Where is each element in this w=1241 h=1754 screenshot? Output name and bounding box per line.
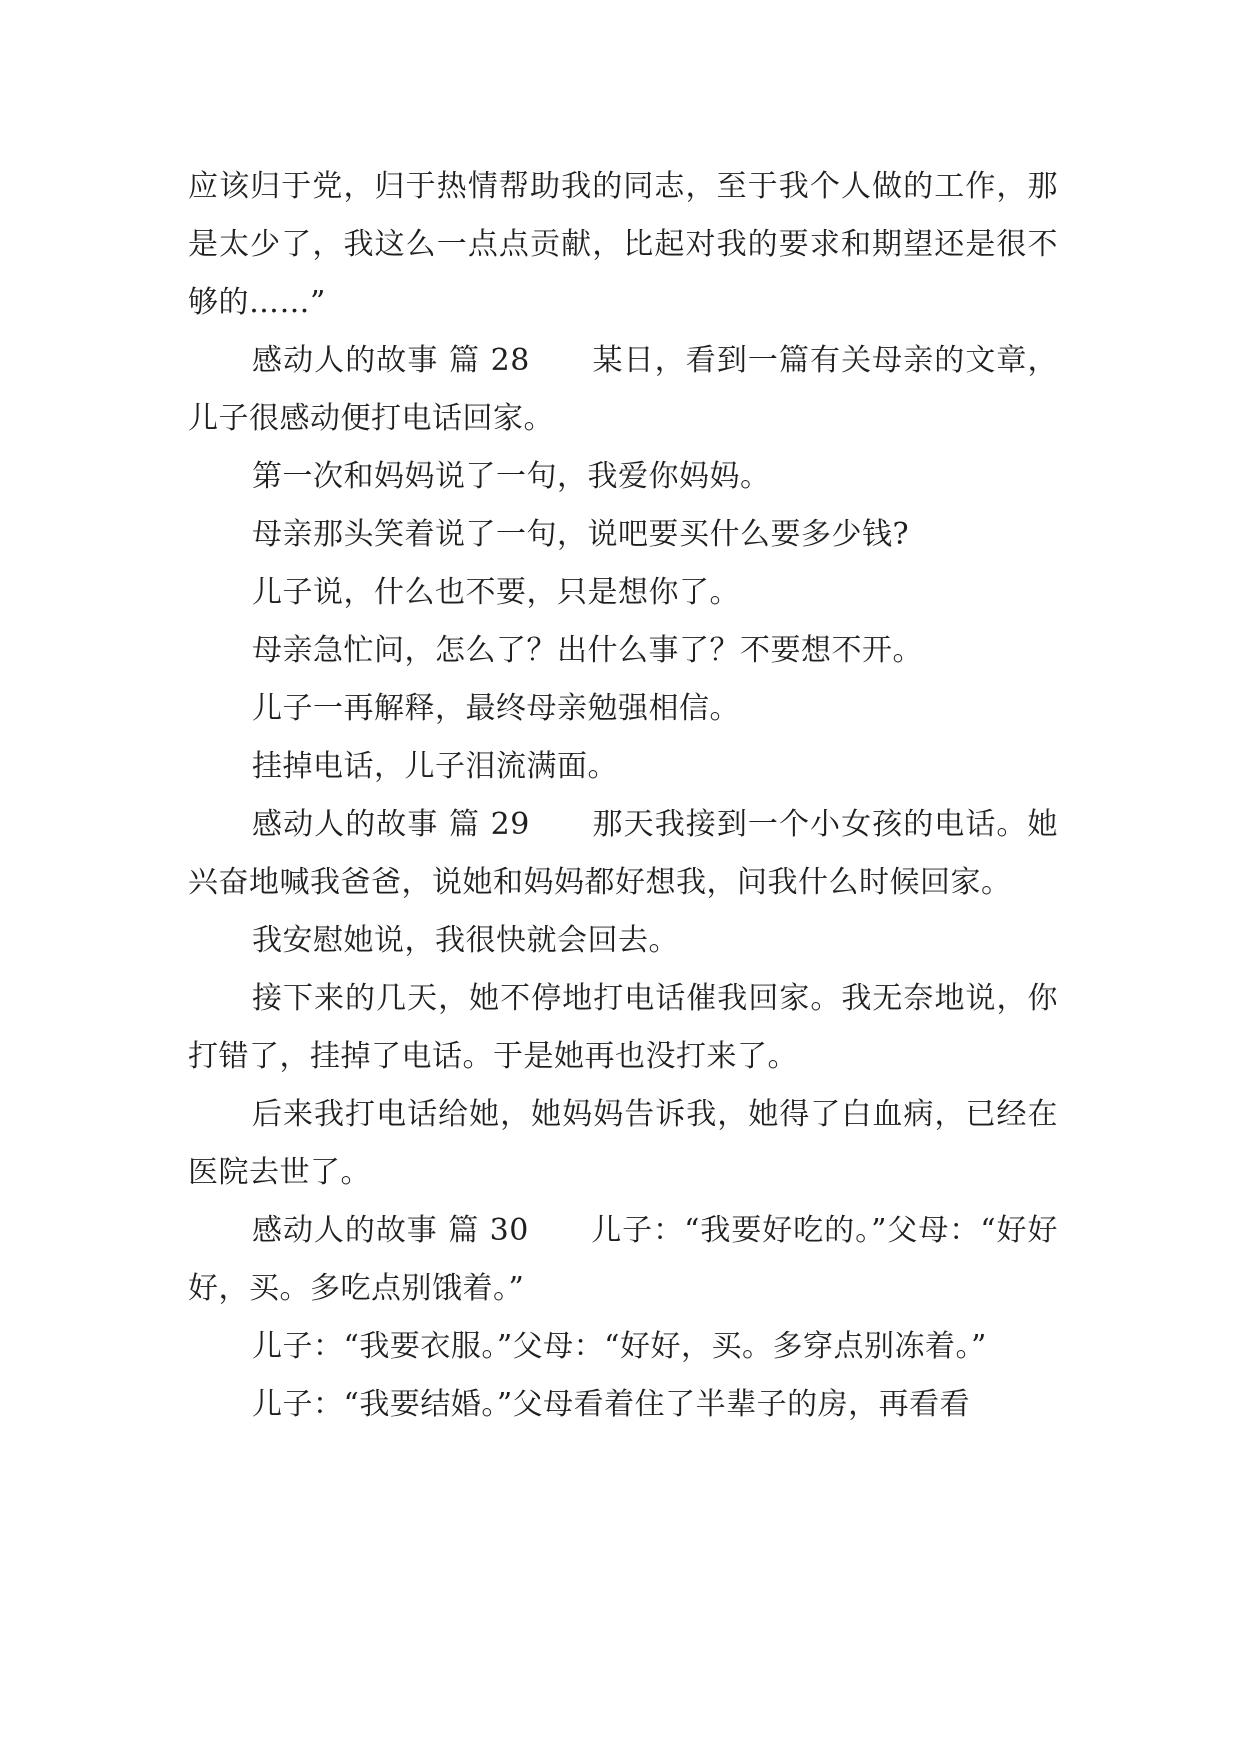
paragraph: 我安慰她说，我很快就会回去。 [252, 923, 679, 958]
paragraph: 第一次和妈妈说了一句，我爱你妈妈。 [252, 459, 771, 494]
paragraph: 后来我打电话给她，她妈妈告诉我，她得了白血病，已经在医院去世了。 [188, 1097, 1058, 1190]
paragraph-story-30-heading: 感动人的故事 篇 30 儿子：“我要好吃的。”父母：“好好好，买。多吃点别饿着。” [188, 1213, 1058, 1306]
paragraph: 儿子一再解释，最终母亲勉强相信。 [252, 691, 740, 726]
body-text [188, 158, 1058, 1434]
paragraph: 母亲那头笑着说了一句，说吧要买什么要多少钱? [252, 517, 910, 552]
paragraph: 挂掉电话，儿子泪流满面。 [252, 749, 618, 784]
paragraph: 儿子：“我要结婚。”父母看着住了半辈子的房，再看看 [252, 1387, 971, 1422]
paragraph: 儿子说，什么也不要，只是想你了。 [252, 575, 740, 610]
paragraph: 接下来的几天，她不停地打电话催我回家。我无奈地说，你打错了，挂掉了电话。于是她再也没打来了。 [188, 981, 1058, 1074]
paragraph-story-28-heading: 感动人的故事 篇 28 某日，看到一篇有关母亲的文章，儿子很感动便打电话回家。 [188, 343, 1058, 436]
paragraph: 母亲急忙问，怎么了？出什么事了？不要想不开。 [252, 633, 923, 668]
paragraph-continuation: 应该归于党，归于热情帮助我的同志，至于我个人做的工作，那是太少了，我这么一点点贡献，比起对我的要求和期望还是很不够的……” [188, 169, 1058, 320]
paragraph: 儿子：“我要衣服。”父母：“好好，买。多穿点别冻着。” [252, 1329, 987, 1364]
paragraph-story-29-heading: 感动人的故事 篇 29 那天我接到一个小女孩的电话。她兴奋地喊我爸爸，说她和妈妈都好想我，问我什么时候回家。 [188, 807, 1058, 900]
